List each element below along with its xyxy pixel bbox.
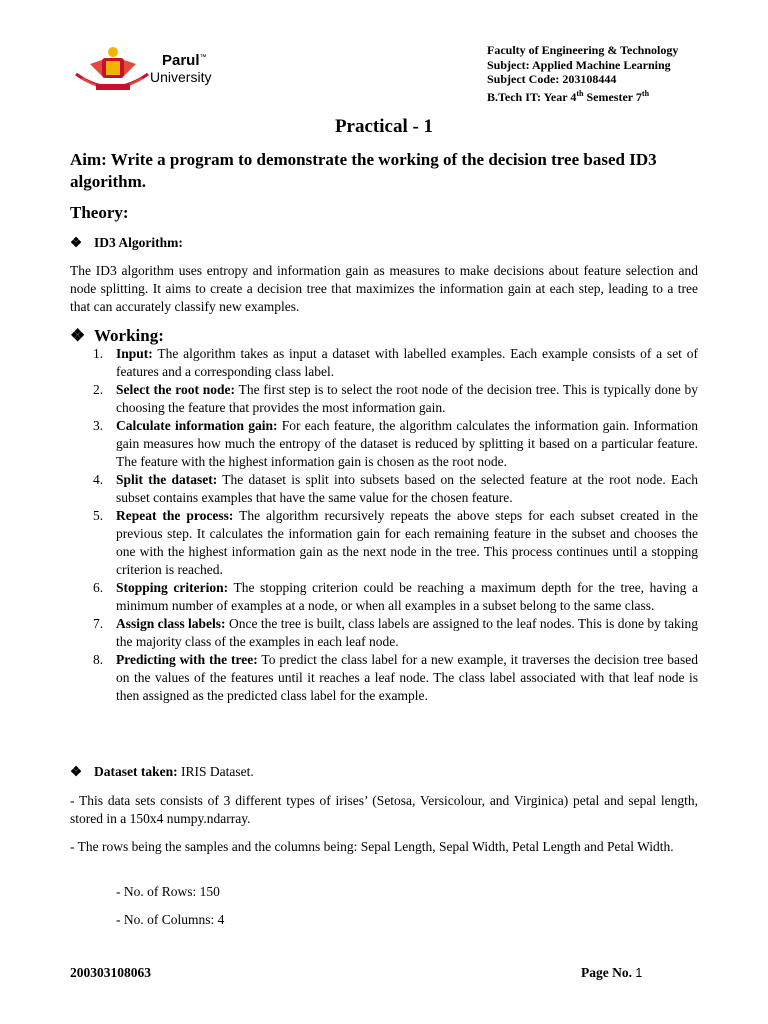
dataset-description: - This data sets consists of 3 different types of irises’ (Setosa, Versicolour, and Virginica) petal and sepal length, stored in a 150x4 numpy.ndarray. [70, 793, 698, 826]
list-item: 5. Repeat the process: The algorithm recursively repeats the above steps for each subset created in the previous step. It calculates the information gain for each remaining feature in the subset and chooses the one with the highest information gain as the next node in the tree. This process continues until a stopping criterion is reached. [93, 508, 698, 577]
faculty-line: Faculty of Engineering & Technology [487, 43, 679, 57]
subject-code-line: Subject Code: 203108444 [487, 72, 617, 86]
id3-paragraph: The ID3 algorithm uses entropy and information gain as measures to make decisions about feature selection and node splitting. It aims to create a decision tree that maximizes the information gain at each step, leading to a tree that can accurately classify new examples. [70, 263, 698, 314]
list-item: 4. Split the dataset: The dataset is split into subsets based on the selected feature at the root node. Each subset contains examples that have the same value for the chosen feature. [93, 472, 698, 505]
aim-statement: Aim: Write a program to demonstrate the working of the decision tree based ID3 algorithm. [70, 150, 657, 191]
list-item: 3. Calculate information gain: For each feature, the algorithm calculates the information gain. Information gain measures how much the entropy of the dataset is reduced by splitting it based on a particular feature. The feature with the highest information gain is chosen as the root node. [93, 418, 698, 469]
dataset-columns: - The rows being the samples and the columns being: Sepal Length, Sepal Width, Petal Length and Petal Width. [70, 839, 674, 854]
list-item: 2. Select the root node: The first step is to select the root node of the decision tree. This is typically done by choosing the feature that provides the most information gain. [93, 382, 698, 415]
subject-line: Subject: Applied Machine Learning [487, 57, 671, 72]
diamond-bullet-icon: ❖ [70, 764, 83, 779]
logo-trademark: ™ [199, 54, 207, 61]
logo-subtitle: University [150, 69, 212, 85]
year-semester-line: B.Tech IT: Year 4th Semester 7th [487, 88, 650, 104]
enrollment-number: 200303108063 [70, 965, 151, 980]
course-header [487, 43, 678, 104]
working-steps-list [93, 345, 698, 705]
list-item: 6. Stopping criterion: The stopping criterion could be reaching a maximum depth for the tree, having a minimum number of examples at a node, or when all examples in a subset belong to the same class. [93, 580, 698, 613]
row-count: - No. of Rows: 150 [116, 884, 220, 899]
page-title: Practical - 1 [334, 116, 434, 137]
column-count: - No. of Columns: 4 [116, 912, 225, 927]
list-item: 8. Predicting with the tree: To predict the class label for a new example, it traverses the decision tree based on the values of the features until it reaches a leaf node. The class label associated with that leaf node is then assigned as the predicted class label for the example. [93, 652, 698, 703]
list-item: 1. Input: The algorithm takes as input a dataset with labelled examples. Each example consists of a set of features and a corresponding class label. [93, 346, 698, 379]
list-item: 7. Assign class labels: Once the tree is built, class labels are assigned to the leaf nodes. This is done by taking the majority class of the examples in each leaf node. [93, 616, 698, 649]
id3-heading: ❖ ID3 Algorithm: [70, 235, 183, 250]
dataset-heading: ❖ Dataset taken: IRIS Dataset. [70, 764, 254, 779]
logo-wordmark [150, 50, 211, 85]
working-heading: ❖ Working: [70, 326, 164, 345]
page-number: Page No. 1 [581, 965, 643, 980]
diamond-bullet-icon: ❖ [70, 235, 83, 250]
logo-name: Parul [162, 52, 200, 69]
theory-heading: Theory: [70, 203, 129, 222]
diamond-bullet-icon: ❖ [70, 326, 86, 345]
